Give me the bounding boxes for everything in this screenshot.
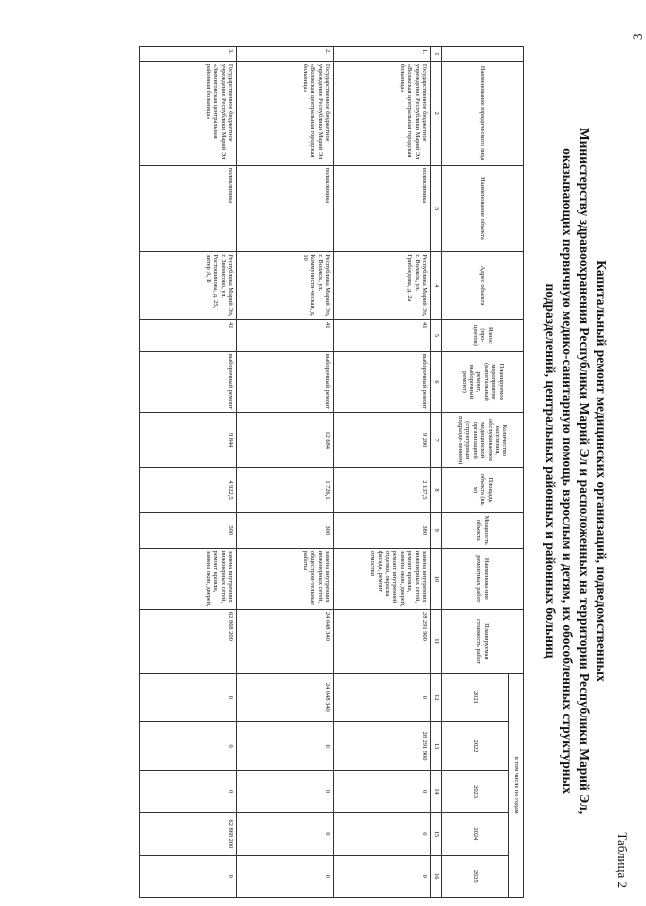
wear-percent: 41 [140,320,237,352]
cost-2025: 0 [334,855,431,897]
column-number: 15 [431,813,442,855]
wear-percent: 41 [334,320,431,352]
cost-2024: 0 [237,813,334,855]
entity-name: Государственное бюджетное учреждение Республики Марий Эл «Волжская центральная городская больница» [334,61,431,165]
header-entity: Наименование юридического лица [442,61,524,165]
entity-name: Государственное бюджетное учреждение Республики Марий Эл «Звениговская центральная районная больница» [140,61,237,165]
title-line-2: Министерству здравоохранения Республики Марий Эл и расположенных на территории Республики Марий Эл, [577,127,592,815]
population: 9 844 [140,413,237,468]
header-wear: Износ (про-центов) [442,320,524,352]
header-year-2022: 2022 [442,722,509,771]
rotated-page [8,36,634,906]
header-year-2021: 2021 [442,673,509,722]
object-area: 2 137,5 [334,468,431,512]
header-area: Площадь объекта (кв. м) [442,468,524,512]
page-number: 3 [630,33,645,40]
header-capacity: Мощность объекта [442,512,524,548]
repair-works: замена внутренних инженерных сетей, общестрои-тельные работы [237,548,334,609]
document-title [542,96,610,846]
planned-measure: выборочный ремонт [334,351,431,412]
object-capacity: 500 [140,512,237,548]
cost-2022: 0 [237,722,334,771]
title-line-3: оказывающих первичную медико-санитарную помощь взрослым и детям, их обособленных структурных [560,148,575,794]
cost-2021: 0 [140,673,237,722]
planned-cost: 24 048 340 [237,610,334,674]
column-number: 3 [431,165,442,252]
header-by-years: в том числе по годам [509,673,524,897]
object-name: поликлиника [334,165,431,252]
cost-2023: 0 [140,770,237,812]
header-cost: Планируемая стоимость работ [442,610,524,674]
header-year-2023: 2023 [442,770,509,812]
header-year-2024: 2024 [442,813,509,855]
repair-table [139,46,524,898]
column-number: 2 [431,61,442,165]
cost-2023: 0 [334,770,431,812]
title-line-1: Капитальный ремонт медицинских организаций, подведомственных [594,260,609,682]
cost-2022: 28 291 900 [334,722,431,771]
repair-works: замена внутренних инженерных сетей, ремонт кровли, замена окон, дверей, ремонт внутренней отделки, окраска фасада, ремонт отмостки [334,548,431,609]
table-row [334,47,431,898]
column-number: 11 [431,610,442,674]
column-number: 13 [431,722,442,771]
cost-2024: 0 [334,813,431,855]
cost-2021: 0 [334,673,431,722]
object-address: Республика Марий Эл, г. Волжск, ул. Коммунисти-ческая, д. 10 [237,252,334,320]
planned-cost: 62 868 200 [140,610,237,674]
table-label: Таблица 2 [615,832,630,888]
cost-2025: 0 [237,855,334,897]
object-area: 1 726,1 [237,468,334,512]
column-number: 9 [431,512,442,548]
column-number: 12 [431,673,442,722]
header-year-2025: 2025 [442,855,509,897]
object-capacity: 300 [237,512,334,548]
planned-measure: выборочный ремонт [237,351,334,412]
row-number: 2. [237,47,334,62]
column-number: 5 [431,320,442,352]
column-number: 7 [431,413,442,468]
column-number: 1 [431,47,442,62]
population: 9 200 [334,413,431,468]
header-object: Наименование объекта [442,165,524,252]
row-number: 1. [334,47,431,62]
row-number: 3. [140,47,237,62]
title-line-4: подразделений, центральных районных и районных больниц [543,283,558,659]
column-number: 16 [431,855,442,897]
cost-2023: 0 [237,770,334,812]
column-number: 14 [431,770,442,812]
header-address: Адрес объекта [442,252,524,320]
table-row [140,47,237,898]
repair-works: замена внутренних инженерных сетей, ремонт кровли, замена окон, дверей, [140,548,237,609]
header-population: Количество населения, обслуживаемое медицинской организацией (структурным подразде-лением) [442,413,524,468]
object-name: поликлиника [237,165,334,252]
object-area: 4 922,5 [140,468,237,512]
population: 12 684 [237,413,334,468]
column-number: 8 [431,468,442,512]
object-address: Республика Марий Эл, г. Волжск, ул. Грибоедова, д. 2а [334,252,431,320]
cost-2021: 24 048 340 [237,673,334,722]
object-name: поликлиника [140,165,237,252]
object-capacity: 380 [334,512,431,548]
entity-name: Государственное бюджетное учреждение Республики Марий Эл «Волжская центральная городская больница» [237,61,334,165]
column-number: 10 [431,548,442,609]
cost-2025: 0 [140,855,237,897]
table-row [237,47,334,898]
planned-cost: 28 291 900 [334,610,431,674]
wear-percent: 41 [237,320,334,352]
cost-2024: 62 868 200 [140,813,237,855]
header-works: Наименова-ние ремонтных работ [442,548,524,609]
column-number-row [431,47,442,898]
planned-measure: выборочный ремонт [140,351,237,412]
table-header-row [509,47,524,898]
column-number: 4 [431,252,442,320]
column-number: 6 [431,351,442,412]
header-number [442,47,524,62]
object-address: Республика Марий Эл, г. Звенигово, ул. Ростошинова, д. 25, литер А, Б [140,252,237,320]
header-measure: Планируемое мероприятие (капитальный ремонт, выборочный ремонт) [442,351,524,412]
cost-2022: 0 [140,722,237,771]
